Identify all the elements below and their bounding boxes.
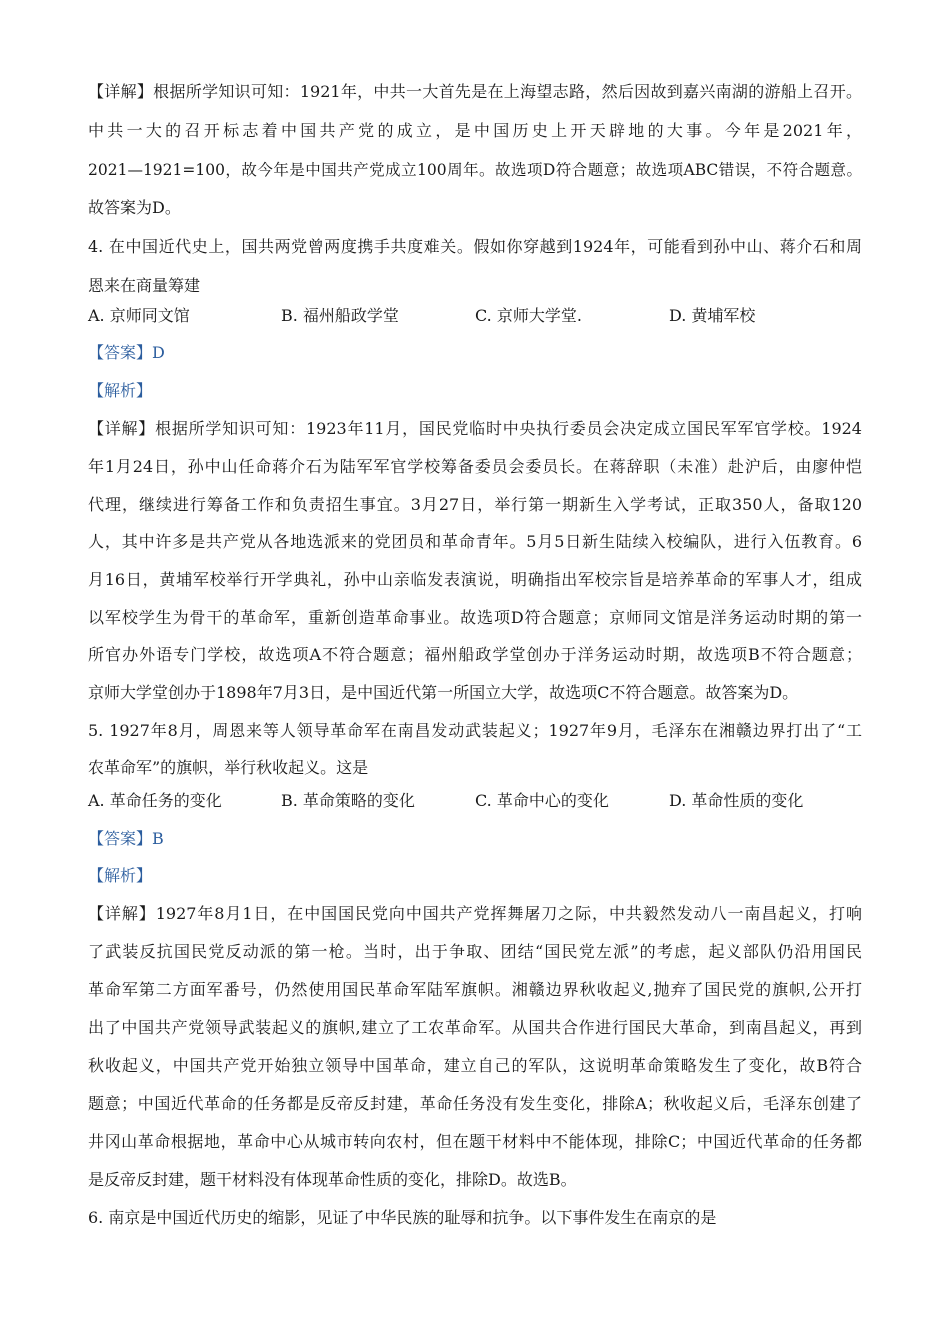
q5-stem-line-2: 农革命军”的旗帜，举行秋收起义。这是: [88, 758, 369, 777]
q4-detail-line-2: 年1月24日，孙中山任命蒋介石为陆军军官学校筹备委员会委员长。在蒋辞职（未准）赴沪后，由廖仲恺: [88, 457, 862, 476]
q5-detail-line-2: 了武装反抗国民党反动派的第一枪。当时，出于争取、团结“国民党左派”的考虑，起义部队仍沿用国民: [88, 942, 862, 961]
q5-detail-line-1: 【详解】1927年8月1日，在中国国民党向中国共产党挥舞屠刀之际，中共毅然发动八一南昌起义，打响: [88, 904, 862, 923]
q4-detail-line-3: 代理，继续进行筹备工作和负责招生事宜。3月27日，举行第一期新生入学考试，正取350人，备取120: [88, 495, 862, 514]
q5-detail-line-7: 井冈山革命根据地，革命中心从城市转向农村，但在题干材料中不能体现，排除C；中国近代革命的任务都: [88, 1132, 862, 1151]
q4-option-d: D. 黄埔军校: [669, 306, 756, 325]
q4-detail-line-4: 人，其中许多是共产党从各地选派来的党团员和革命青年。5月5日新生陆续入校编队，进行入伍教育。6: [88, 532, 862, 551]
q5-stem-line-1: 5. 1927年8月，周恩来等人领导革命军在南昌发动武装起义；1927年9月，毛泽东在湘赣边界打出了“工: [88, 721, 862, 740]
q4-analysis-label: 【解析】: [88, 381, 153, 400]
q4-stem-line-1: 4. 在中国近代史上，国共两党曾两度携手共度难关。假如你穿越到1924年，可能看到孙中山、蒋介石和周: [88, 237, 862, 256]
q5-detail-line-4: 出了中国共产党领导武装起义的旗帜,建立了工农革命军。从国共合作进行国民大革命，到南昌起义，再到: [88, 1018, 862, 1037]
q4-answer: 【答案】D: [88, 343, 165, 362]
q4-option-a: A. 京师同文馆: [88, 306, 190, 325]
q5-detail-line-8: 是反帝反封建，题干材料没有体现革命性质的变化，排除D。故选B。: [88, 1170, 577, 1189]
q3-detail-line-4: 故答案为D。: [88, 198, 181, 217]
q5-option-a: A. 革命任务的变化: [88, 791, 222, 810]
q4-option-c: C. 京师大学堂.: [475, 306, 582, 325]
q5-answer: 【答案】B: [88, 829, 164, 848]
q5-detail-line-6: 题意；中国近代革命的任务都是反帝反封建，革命任务没有发生变化，排除A；秋收起义后，毛泽东创建了: [88, 1094, 862, 1113]
q4-detail-line-7: 所官办外语专门学校，故选项A不符合题意；福州船政学堂创办于洋务运动时期，故选项B不符合题意；: [88, 645, 862, 664]
q5-detail-line-5: 秋收起义，中国共产党开始独立领导中国革命，建立自己的军队，这说明革命策略发生了变化，故B符合: [88, 1056, 862, 1075]
q4-detail-line-1: 【详解】根据所学知识可知：1923年11月，国民党临时中央执行委员会决定成立国民军军官学校。1924: [88, 419, 862, 438]
q5-option-b: B. 革命策略的变化: [281, 791, 415, 810]
q5-option-d: D. 革命性质的变化: [669, 791, 804, 810]
q4-detail-line-6: 以军校学生为骨干的革命军，重新创造革命事业。故选项D符合题意；京师同文馆是洋务运动时期的第一: [88, 608, 862, 627]
q6-stem-line-1: 6. 南京是中国近代历史的缩影，见证了中华民族的耻辱和抗争。以下事件发生在南京的是: [88, 1208, 717, 1227]
q4-detail-line-8: 京师大学堂创办于1898年7月3日，是中国近代第一所国立大学，故选项C不符合题意。故答案为D。: [88, 683, 799, 702]
q4-stem-line-2: 恩来在商量筹建: [88, 276, 201, 295]
q5-detail-line-3: 革命军第二方面军番号，仍然使用国民革命军陆军旗帜。湘赣边界秋收起义,抛弃了国民党的旗帜,公开打: [88, 980, 862, 999]
q3-detail-line-1: 【详解】根据所学知识可知：1921年，中共一大首先是在上海望志路，然后因故到嘉兴南湖的游船上召开。: [88, 82, 862, 101]
q4-detail-line-5: 月16日，黄埔军校举行开学典礼，孙中山亲临发表演说，明确指出军校宗旨是培养革命的军事人才，组成: [88, 570, 862, 589]
q5-analysis-label: 【解析】: [88, 866, 153, 885]
q4-option-b: B. 福州船政学堂: [281, 306, 399, 325]
q3-detail-line-3: 2021—1921=100，故今年是中国共产党成立100周年。故选项D符合题意；故选项ABC错误，不符合题意。: [88, 161, 862, 179]
q5-option-c: C. 革命中心的变化: [475, 791, 609, 810]
q3-detail-line-2: 中共一大的召开标志着中国共产党的成立，是中国历史上开天辟地的大事。今年是2021年，: [88, 121, 862, 140]
